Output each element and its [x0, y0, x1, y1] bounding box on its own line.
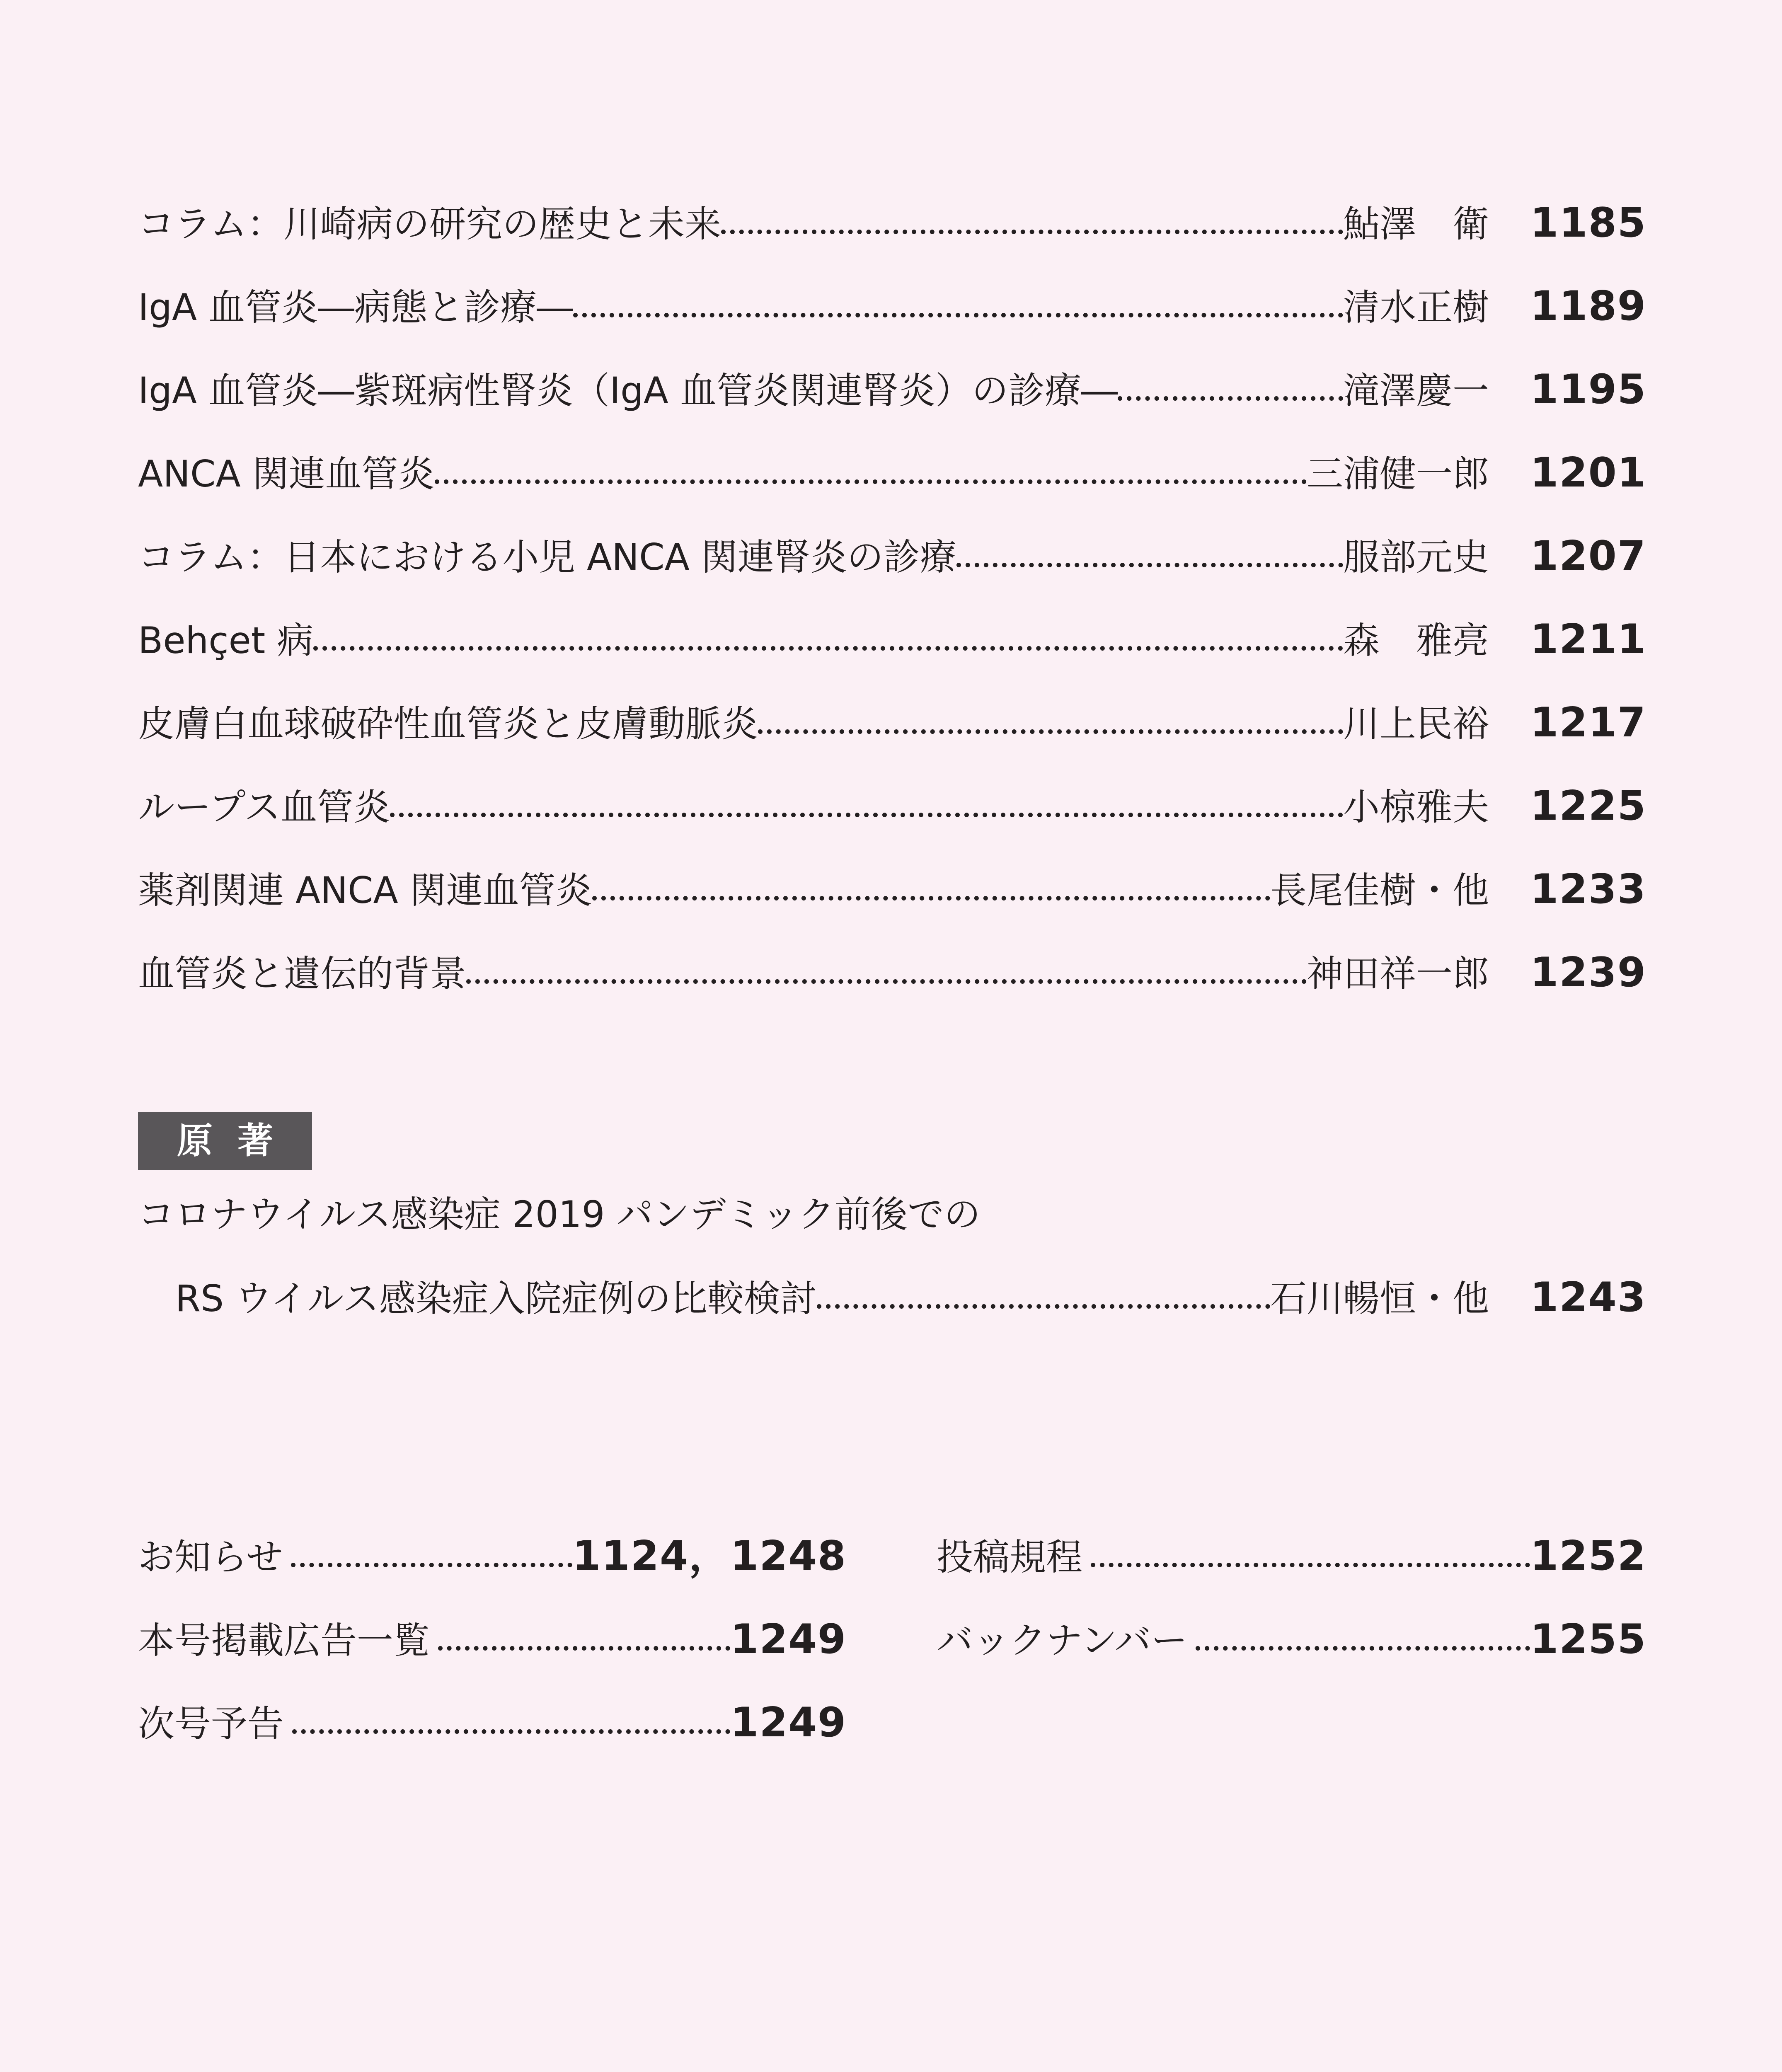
dot-leader	[291, 1563, 572, 1567]
original-page: 1243	[1530, 1274, 1646, 1321]
misc-entry[interactable]	[937, 1515, 1646, 1598]
entry-title: ループス血管炎	[138, 786, 390, 828]
misc-page: 1249	[730, 1616, 847, 1663]
misc-title: 次号予告	[138, 1702, 284, 1745]
dot-leader	[592, 896, 1270, 900]
misc-entry[interactable]	[138, 1681, 847, 1765]
entry-author: 川上民裕	[1343, 702, 1489, 745]
original-title-line2: RS ウイルス感染症入院症例の比較検討	[175, 1277, 817, 1320]
entry-title: 血管炎と遺伝的背景	[138, 952, 467, 995]
toc-entry[interactable]	[138, 765, 1646, 848]
entry-author: 鮎澤 衛	[1343, 203, 1489, 245]
entry-page: 1225	[1530, 782, 1646, 830]
toc-entry[interactable]	[138, 848, 1646, 931]
entry-page: 1239	[1530, 949, 1646, 996]
entry-title: ANCA 関連血管炎	[138, 453, 435, 495]
toc-entry[interactable]	[138, 182, 1646, 265]
original-author: 石川暢恒・他	[1270, 1277, 1489, 1320]
misc-entry[interactable]	[138, 1598, 847, 1681]
section-label-original: 原著	[138, 1112, 312, 1170]
misc-entry[interactable]	[937, 1598, 1646, 1681]
dot-leader	[435, 479, 1307, 484]
dot-leader	[438, 1646, 730, 1651]
dot-leader	[390, 813, 1343, 817]
toc-entry[interactable]	[138, 598, 1646, 681]
misc-page: 1124，1248	[572, 1532, 847, 1580]
entry-author: 神田祥一郎	[1306, 952, 1489, 995]
entry-title: 薬剤関連 ANCA 関連血管炎	[138, 869, 592, 912]
misc-entry[interactable]	[138, 1515, 847, 1598]
entry-author: 長尾佳樹・他	[1270, 869, 1489, 912]
toc-entry[interactable]	[138, 515, 1646, 598]
misc-page: 1252	[1530, 1532, 1646, 1580]
toc-entry[interactable]	[138, 265, 1646, 348]
original-title-row	[138, 1256, 1646, 1339]
dot-leader	[758, 729, 1343, 734]
misc-title: 本号掲載広告一覧	[138, 1619, 430, 1662]
entry-page: 1211	[1530, 616, 1646, 663]
entry-author: 小椋雅夫	[1343, 786, 1489, 828]
dot-leader	[292, 1729, 730, 1734]
entry-author: 三浦健一郎	[1306, 453, 1489, 495]
original-title-line1: コロナウイルス感染症 2019 パンデミック前後での	[138, 1193, 981, 1236]
entry-author: 服部元史	[1343, 536, 1489, 579]
dot-leader	[1118, 396, 1343, 401]
entry-page: 1233	[1530, 866, 1646, 913]
misc-page: 1249	[730, 1699, 847, 1746]
dot-leader	[1091, 1563, 1530, 1567]
entry-page: 1185	[1530, 199, 1646, 247]
entry-title: IgA 血管炎―病態と診療―	[138, 286, 573, 329]
original-article-entry[interactable]	[138, 1173, 1646, 1339]
misc-title: 投稿規程	[937, 1536, 1083, 1578]
contents-list	[138, 182, 1646, 1014]
misc-index-right	[937, 1515, 1646, 1681]
entry-author: 滝澤慶一	[1343, 369, 1489, 412]
entry-page: 1201	[1530, 449, 1646, 496]
entry-title: コラム：川崎病の研究の歴史と未来	[138, 203, 722, 245]
entry-title: Behçet 病	[138, 619, 314, 662]
toc-entry[interactable]	[138, 931, 1646, 1014]
entry-page: 1207	[1530, 533, 1646, 580]
entry-page: 1195	[1530, 366, 1646, 413]
entry-author: 森 雅亮	[1343, 619, 1489, 662]
toc-entry[interactable]	[138, 431, 1646, 515]
entry-page: 1189	[1530, 283, 1646, 330]
entry-title: 皮膚白血球破砕性血管炎と皮膚動脈炎	[138, 702, 758, 745]
entry-author: 清水正樹	[1343, 286, 1489, 329]
dot-leader	[313, 646, 1343, 651]
entry-page: 1217	[1530, 699, 1646, 746]
misc-page: 1255	[1530, 1616, 1646, 1663]
dot-leader	[573, 313, 1343, 317]
misc-title: お知らせ	[138, 1536, 283, 1578]
dot-leader	[721, 230, 1343, 234]
misc-index-left	[138, 1515, 847, 1765]
dot-leader	[466, 979, 1307, 984]
misc-title: バックナンバー	[937, 1619, 1188, 1662]
dot-leader	[1196, 1646, 1530, 1651]
dot-leader	[817, 1304, 1270, 1309]
entry-title: IgA 血管炎―紫斑病性腎炎（IgA 血管炎関連腎炎）の診療―	[138, 369, 1118, 412]
toc-entry[interactable]	[138, 348, 1646, 431]
toc-entry[interactable]	[138, 681, 1646, 765]
entry-title: コラム：日本における小児 ANCA 関連腎炎の診療	[138, 536, 956, 579]
dot-leader	[956, 563, 1343, 567]
